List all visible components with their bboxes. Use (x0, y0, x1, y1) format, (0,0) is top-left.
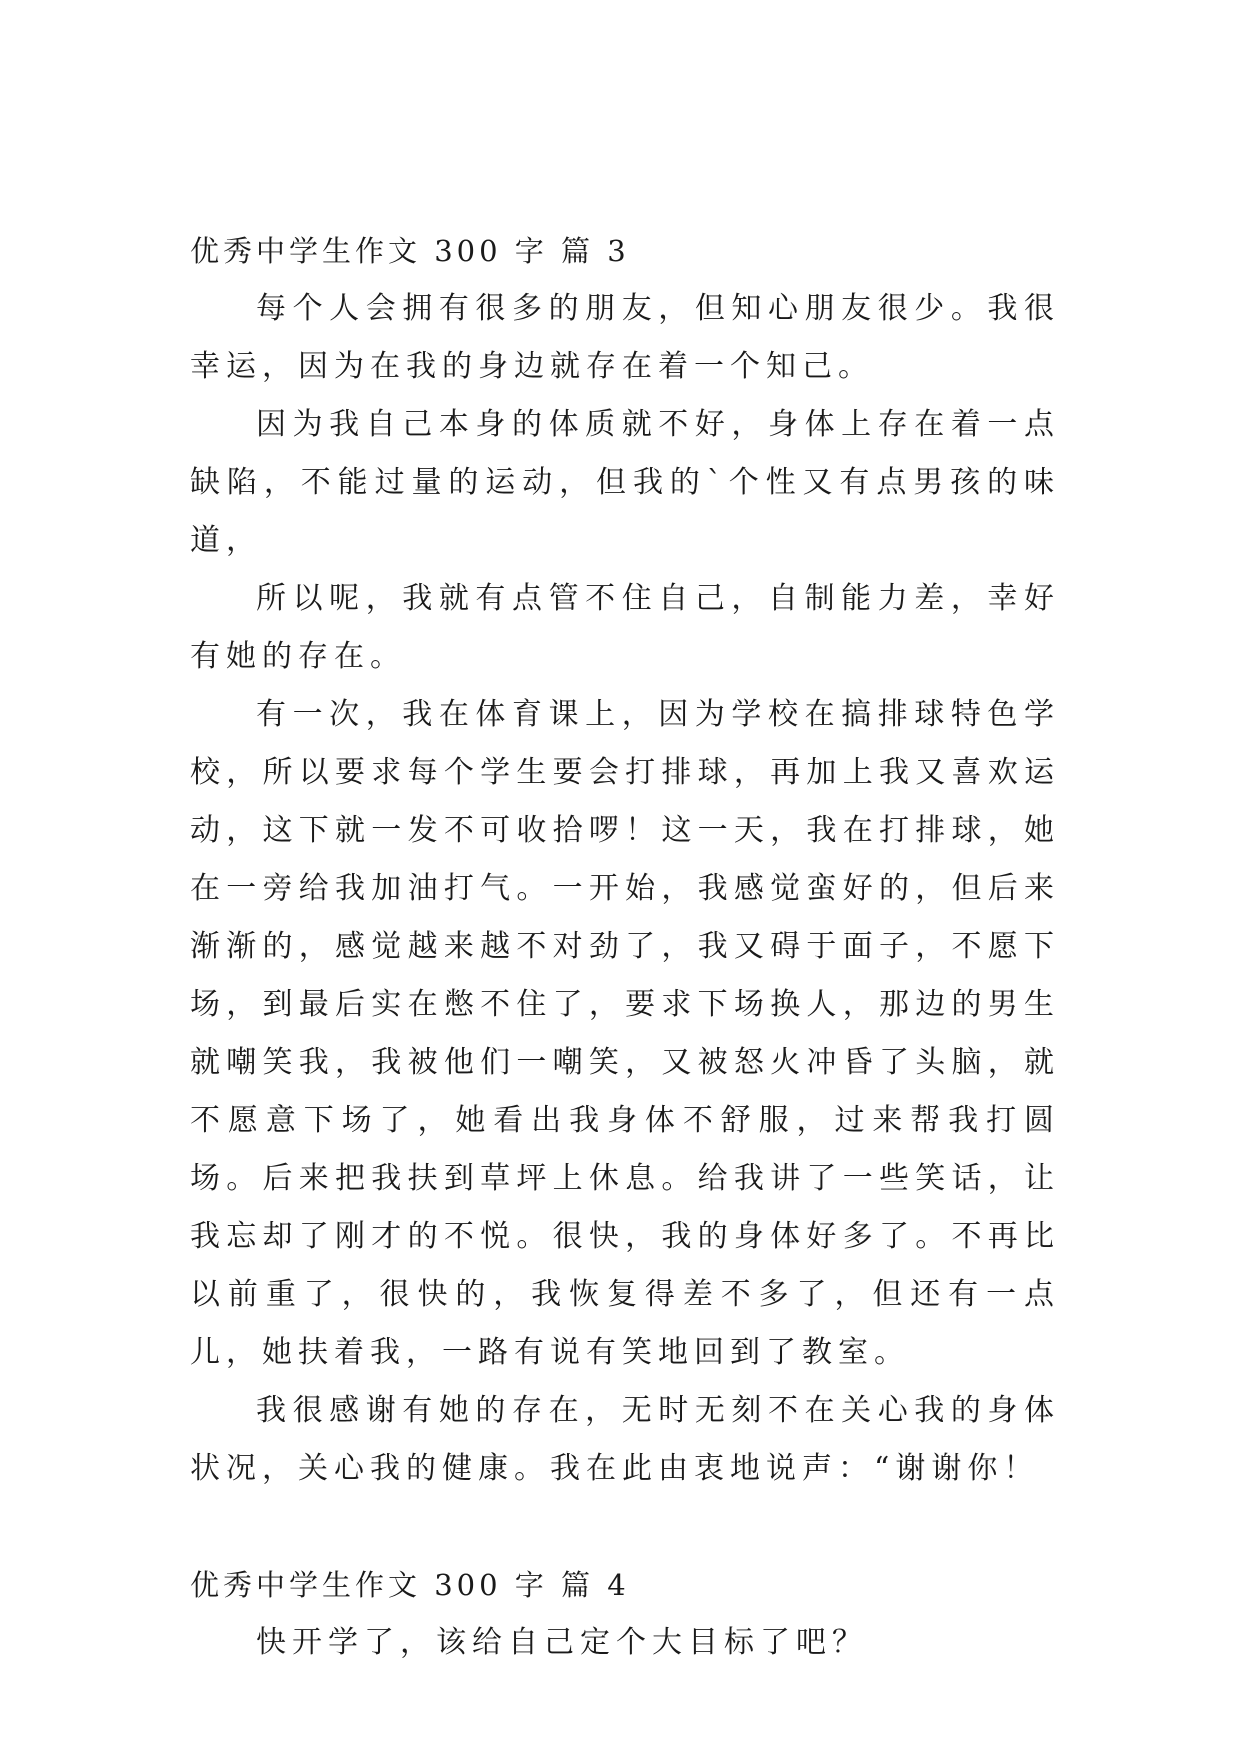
paragraph: 所以呢，我就有点管不住自己，自制能力差，幸好有她的存在。 (190, 581, 1060, 674)
section-title: 优秀中学生作文 300 字 篇 3 (190, 234, 630, 268)
paragraph: 因为我自己本身的体质就不好，身体上存在着一点缺陷，不能过量的运动，但我的`个性又有点男孩的味道， (190, 407, 1060, 558)
paragraph: 快开学了，该给自己定个大目标了吧？ (256, 1625, 868, 1660)
paragraph: 有一次，我在体育课上，因为学校在搞排球特色学校，所以要求每个学生要会打排球，再加上我又喜欢运动，这下就一发不可收拾啰！这一天，我在打排球，她在一旁给我加油打气。一开始，我感觉蛮好的，但后来渐渐的，感觉越来越不对劲了，我又碍于面子，不愿下场，到最后实在憋不住了，要求下场换人，那边的男生就嘲笑我，我被他们一嘲笑，又被怒火冲昏了头脑，就不愿意下场了，她看出我身体不舒服，过来帮我打圆场。后来把我扶到草坪上休息。给我讲了一些笑话，让我忘却了刚才的不悦。很快，我的身体好多了。不再比以前重了，很快的，我恢复得差不多了，但还有一点儿，她扶着我，一路有说有笑地回到了教室。 (190, 697, 1060, 1370)
paragraph: 我很感谢有她的存在，无时无刻不在关心我的身体状况，关心我的健康。我在此由衷地说声：“谢谢你！ (190, 1393, 1060, 1486)
paragraph: 每个人会拥有很多的朋友，但知心朋友很少。我很幸运，因为在我的身边就存在着一个知己。 (190, 291, 1060, 384)
section-spacer (190, 1498, 1060, 1556)
document-body (190, 222, 1060, 1672)
section-title: 优秀中学生作文 300 字 篇 4 (190, 1568, 630, 1602)
